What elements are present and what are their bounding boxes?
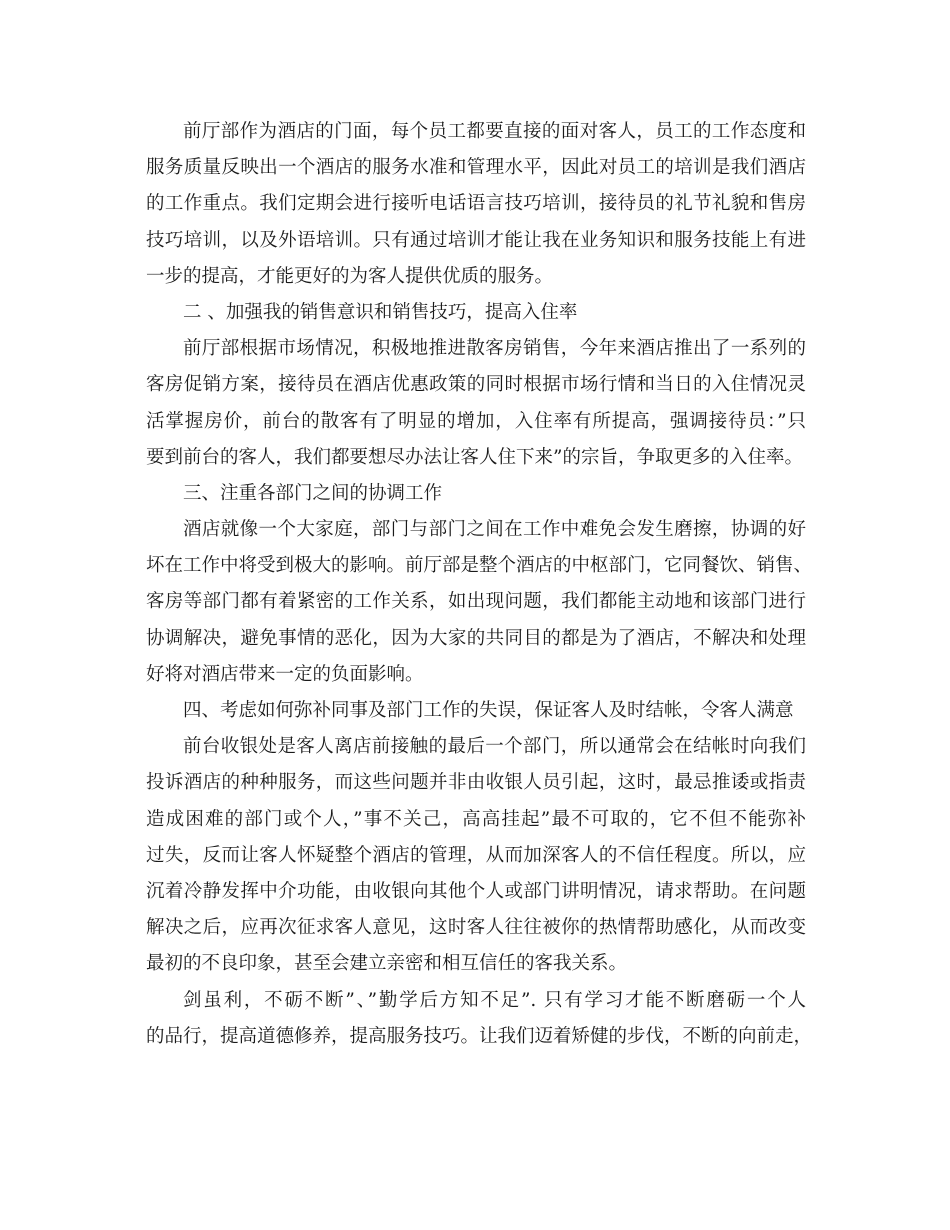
- paragraph-line: 要到前台的客人，我们都要想尽办法让客人住下来”的宗旨，争取更多的入住率。: [146, 446, 803, 468]
- paragraph-line: 坏在工作中将受到极大的影响。前厅部是整个酒店的中枢部门，它同餐饮、销售、: [146, 555, 813, 577]
- paragraph-first-line: 四、考虑如何弥补同事及部门工作的失误，保证客人及时结帐，令客人满意: [183, 700, 794, 721]
- paragraph-line: 的工作重点。我们定期会进行接听电话语言技巧培训，接待员的礼节礼貌和售房: [146, 193, 806, 215]
- paragraph-first-line: 三、注重各部门之间的协调工作: [183, 482, 443, 504]
- paragraph-line: 好将对酒店带来一定的负面影响。: [146, 663, 424, 685]
- paragraph-line: 客房促销方案，接待员在酒店优惠政策的同时根据市场行情和当日的入住情况灵: [146, 374, 806, 396]
- paragraph-first-line: 前台收银处是客人离店前接触的最后一个部门，所以通常会在结帐时向我们: [183, 736, 806, 758]
- paragraph-first-line: 酒店就像一个大家庭，部门与部门之间在工作中难免会发生磨擦，协调的好: [183, 519, 806, 541]
- paragraph-line: 的品行，提高道德修养，提高服务技巧。让我们迈着矫健的步伐，不断的向前走，: [146, 1025, 813, 1047]
- paragraph-line: 解决之后，应再次征求客人意见，这时客人往往被你的热情帮助感化，从而改变: [146, 917, 806, 939]
- paragraph-line: 投诉酒店的种种服务，而这些问题并非由收银人员引起，这时，最忌推诿或指责: [146, 772, 806, 794]
- paragraph-line: 客房等部门都有着紧密的工作关系，如出现问题，我们都能主动地和该部门进行: [146, 591, 806, 613]
- paragraph-line: 沉着冷静发挥中介功能，由收银向其他个人或部门讲明情况，请求帮助。在问题: [146, 880, 806, 902]
- paragraph-line: 过失，反而让客人怀疑整个酒店的管理，从而加深客人的不信任程度。所以，应: [146, 844, 806, 866]
- paragraph-line: 造成困难的部门或个人，”事不关己，高高挂起”最不可取的，它不但不能弥补: [146, 808, 806, 830]
- paragraph-first-line: 二 、加强我的销售意识和销售技巧，提高入住率: [183, 301, 578, 323]
- document-body: [146, 114, 813, 1055]
- paragraph-first-line: 剑虽利，不砺不断”、”勤学后方知不足”. 只有学习才能不断磨砺一个人: [183, 989, 806, 1011]
- paragraph-line: 技巧培训，以及外语培训。只有通过培训才能让我在业务知识和服务技能上有进: [146, 229, 806, 251]
- paragraph-line: 活掌握房价，前台的散客有了明显的增加，入住率有所提高，强调接待员：”只: [146, 410, 806, 432]
- paragraph-line: 一步的提高，才能更好的为客人提供优质的服务。: [146, 265, 554, 287]
- paragraph-first-line: 前厅部根据市场情况，积极地推进散客房销售，今年来酒店推出了一系列的: [183, 338, 806, 360]
- paragraph-first-line: 前厅部作为酒店的门面，每个员工都要直接的面对客人，员工的工作态度和: [183, 121, 806, 142]
- paragraph-line: 最初的不良印象，甚至会建立亲密和相互信任的客我关系。: [146, 953, 628, 975]
- paragraph-line: 协调解决，避免事情的恶化，因为大家的共同目的都是为了酒店，不解决和处理: [146, 627, 806, 649]
- paragraph-line: 服务质量反映出一个酒店的服务水准和管理水平，因此对员工的培训是我们酒店: [146, 157, 806, 179]
